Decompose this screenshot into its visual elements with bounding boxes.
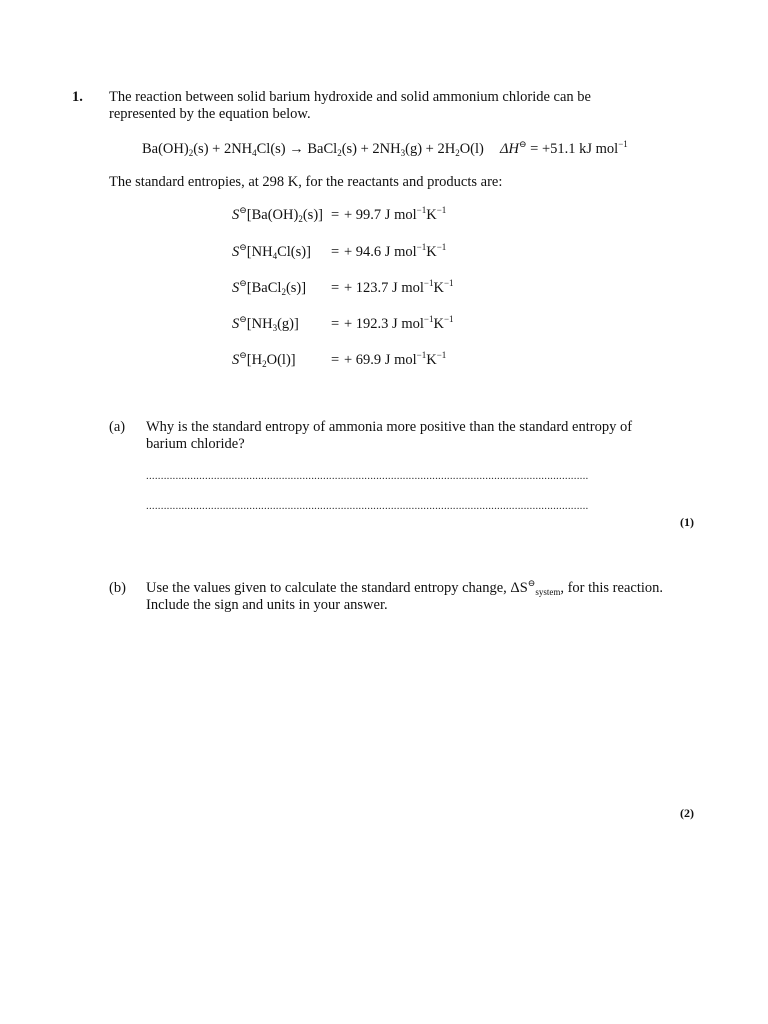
part-a-marks: (1) <box>680 515 694 529</box>
entropy-value: + 69.9 J $mol^{-1}K^{-1}$ <box>344 350 447 368</box>
intro-line-2: represented by the equation below. <box>109 106 311 122</box>
part-b-label: (b) <box>109 580 126 596</box>
part-a-question <box>146 419 632 453</box>
equals-sign: = <box>331 316 340 332</box>
answer-line-1[interactable]: ...................................................................................................................................................... <box>146 470 589 482</box>
reaction-equation: $Ba(OH)_2(s) + 2NH_4Cl(s)$ → BaCl$_2$(s) + $2NH_3(g) + 2H_2O(l)$ <box>142 141 484 158</box>
entropy-value: + 94.6 J $mol^{-1}K^{-1}$ <box>344 242 447 260</box>
entropy-species: $S^⊖[NH_4Cl(s)]$ <box>232 242 311 261</box>
enthalpy-change: ΔH⊖ = +51.1 kJ mol$^{-1}$ <box>500 139 628 157</box>
question-intro <box>109 89 591 123</box>
part-b-line-1: Use the values given to calculate the standard entropy change, $\Delta S^⊖_{system}$, for this reaction. <box>146 578 664 597</box>
entropy-value: + 123.7 J $mol^{-1}K^{-1}$ <box>344 278 454 296</box>
entropy-species: $S^⊖[H_2O(l)]$ <box>232 350 296 369</box>
question-number: 1. <box>72 89 83 105</box>
entropy-value: + 192.3 J $mol^{-1}K^{-1}$ <box>344 314 454 332</box>
equals-sign: = <box>331 280 340 296</box>
entropy-intro: The standard entropies, at 298 K, for the reactants and products are: <box>109 174 503 190</box>
answer-line-2[interactable]: ...................................................................................................................................................... <box>146 500 589 512</box>
part-a-line-1: Why is the standard entropy of ammonia more positive than the standard entropy of <box>146 419 633 435</box>
entropy-value: + 99.7 J $mol^{-1}K^{-1}$ <box>344 205 447 223</box>
part-b-question <box>146 580 663 614</box>
equals-sign: = <box>331 352 340 368</box>
entropy-species: $S^⊖[NH_3(g)]$ <box>232 314 299 333</box>
equals-sign: = <box>331 244 340 260</box>
part-a-label: (a) <box>109 419 126 435</box>
part-b-marks: (2) <box>680 806 694 820</box>
part-a-line-2: barium chloride? <box>146 436 245 452</box>
entropy-species: $S^⊖[Ba(OH)_2(s)]$ <box>232 205 323 224</box>
intro-line-1: The reaction between solid barium hydroxide and solid ammonium chloride can be <box>109 89 591 105</box>
part-b-line-2: Include the sign and units in your answer. <box>146 597 388 613</box>
equals-sign: = <box>331 207 340 223</box>
entropy-species: S⊖[BaCl$_2$(s)] <box>232 278 307 297</box>
reaction-arrow-icon: → <box>289 141 304 157</box>
